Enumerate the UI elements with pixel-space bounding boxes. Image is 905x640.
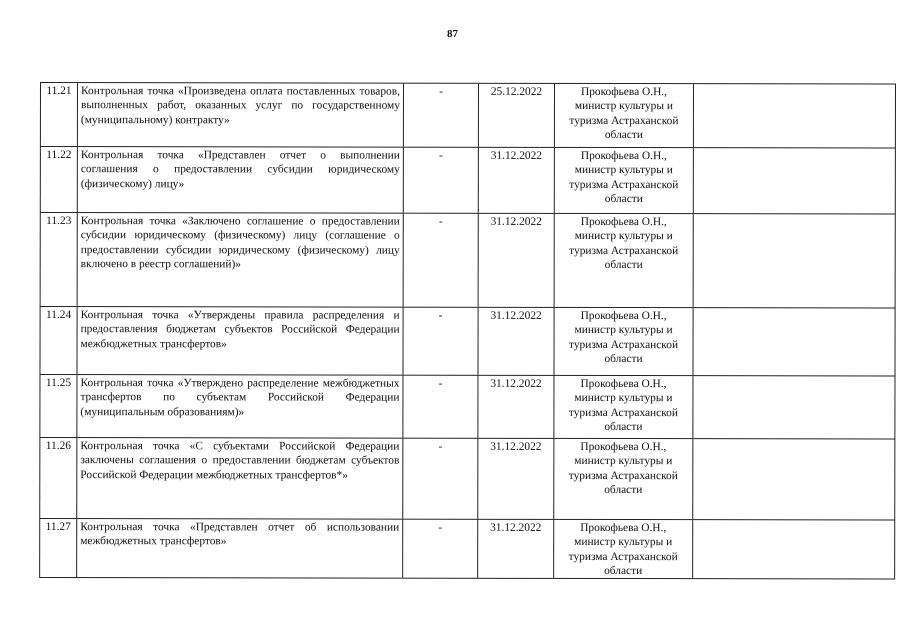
table-row [40, 212, 896, 307]
row-empty-cell [692, 439, 895, 519]
table-row [39, 518, 895, 579]
row-responsible: Прокофьева О.Н., министр культуры и туризма Астраханской области [553, 439, 692, 519]
row-description: Контрольная точка «Представлен отчет о выполнении соглашения о предоставлении субсидии юридическому (физическому) лицу» [77, 147, 403, 213]
control-points-table [39, 82, 896, 579]
row-date: 31.12.2022 [478, 148, 554, 213]
row-responsible: Прокофьева О.Н., министр культуры и туризма Астраханской области [553, 376, 692, 438]
row-empty-cell [693, 84, 896, 147]
row-number: 11.27 [39, 519, 76, 577]
row-number: 11.24 [39, 307, 76, 374]
row-dash: - [403, 84, 478, 147]
row-description: Контрольная точка «Произведена оплата поставленных товаров, выполненных работ, оказанных услуг по государственному (муниципальному) контракту» [77, 83, 403, 147]
row-date: 25.12.2022 [478, 84, 554, 147]
row-dash: - [402, 520, 477, 578]
row-dash: - [403, 214, 478, 307]
row-empty-cell [693, 148, 896, 213]
table-row [40, 82, 896, 147]
row-number: 11.26 [39, 438, 76, 518]
row-dash: - [402, 308, 477, 375]
row-number: 11.22 [40, 147, 77, 212]
row-date: 31.12.2022 [477, 520, 553, 578]
table-row [39, 306, 895, 375]
row-empty-cell [692, 376, 895, 438]
row-number: 11.23 [40, 213, 77, 306]
row-responsible: Прокофьева О.Н., министр культуры и туризма Астраханской области [554, 214, 693, 307]
row-dash: - [402, 376, 477, 438]
row-number: 11.25 [39, 375, 76, 437]
row-description: Контрольная точка «Представлен отчет об использовании межбюджетных трансфертов» [76, 519, 402, 578]
row-responsible: Прокофьева О.Н., министр культуры и туризма Астраханской области [553, 308, 692, 375]
row-date: 31.12.2022 [477, 439, 553, 519]
row-number: 11.21 [40, 83, 77, 146]
row-dash: - [402, 439, 477, 519]
row-responsible: Прокофьева О.Н., министр культуры и туризма Астраханской области [554, 84, 693, 147]
row-responsible: Прокофьева О.Н., министр культуры и туризма Астраханской области [554, 148, 693, 213]
table-row [39, 374, 895, 438]
row-responsible: Прокофьева О.Н., министр культуры и туризма Астраханской области [553, 520, 692, 578]
table-row [40, 146, 896, 213]
row-empty-cell [692, 520, 895, 578]
row-description: Контрольная точка «Утверждено распределение межбюджетных трансфертов по субъектам Российской Федерации (муниципальным образованиям)» [76, 375, 402, 438]
row-empty-cell [692, 308, 895, 375]
table-row [39, 437, 895, 519]
row-dash: - [403, 148, 478, 213]
row-description: Контрольная точка «С субъектами Российской Федерации заключены соглашения о предоставлении бюджетам субъектов Российской Федерации межбюджетных трансфертов*» [76, 438, 402, 519]
row-empty-cell [693, 214, 896, 307]
row-date: 31.12.2022 [477, 308, 553, 375]
row-date: 31.12.2022 [477, 376, 553, 438]
row-description: Контрольная точка «Заключено соглашение о предоставлении субсидии юридическому (физическому) лицу (соглашение о предоставлении субсидии юридическому (физическому) лицу включено в реестр соглашений)» [77, 213, 403, 307]
row-description: Контрольная точка «Утверждены правила распределения и предоставления бюджетам субъектов Российской Федерации межбюджетных трансфертов» [76, 307, 402, 375]
page-number: 87 [447, 28, 458, 40]
row-date: 31.12.2022 [478, 214, 554, 307]
